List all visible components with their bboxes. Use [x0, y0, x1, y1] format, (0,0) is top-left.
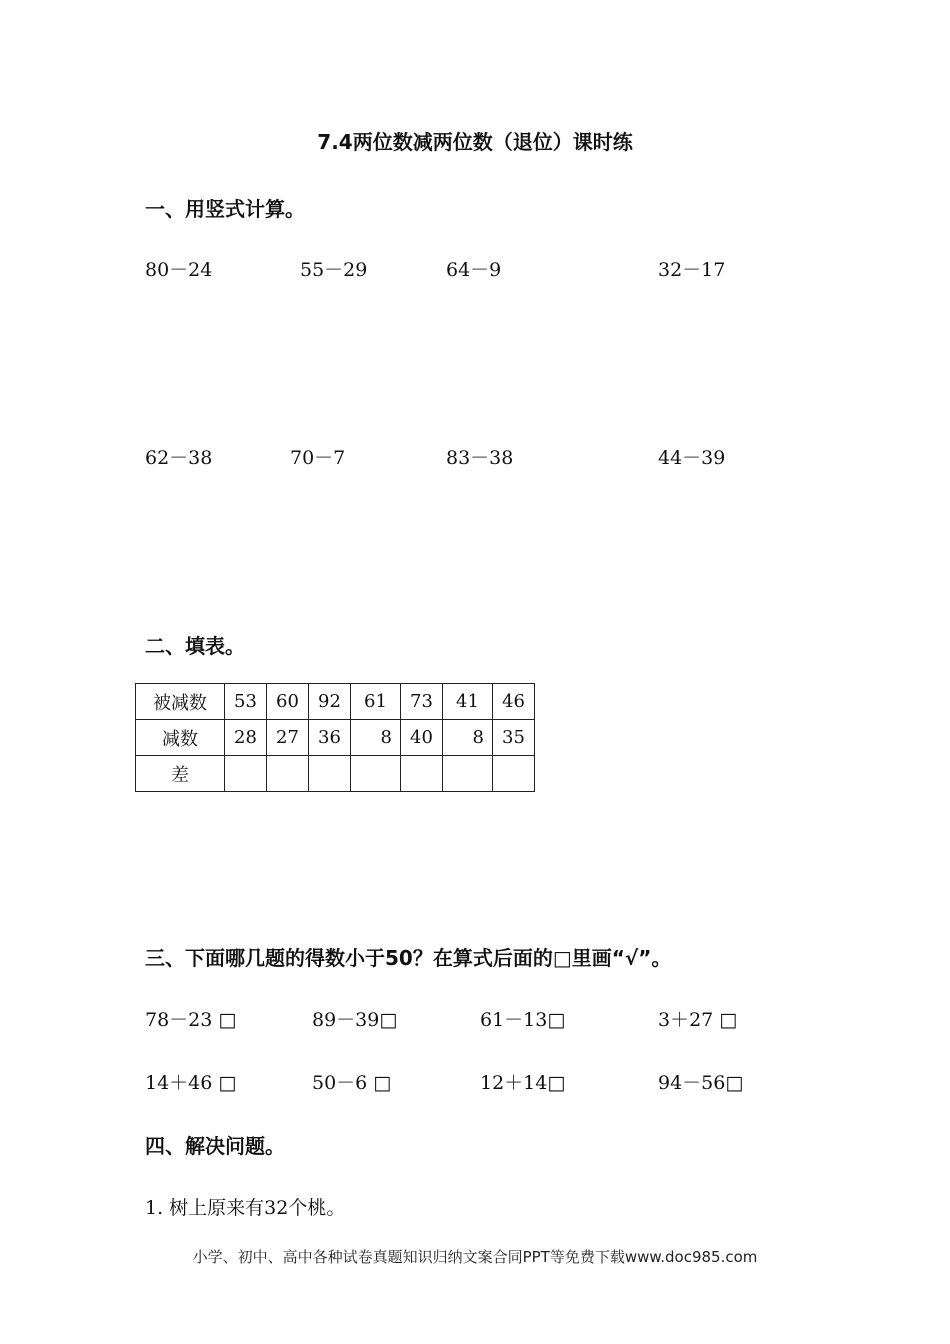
calc-item: 64－9: [446, 259, 502, 281]
calc-item: 32－17: [658, 259, 726, 281]
answer-cell[interactable]: [401, 756, 443, 792]
table-cell: 61: [351, 684, 401, 720]
table-row-subtrahend: [136, 720, 535, 756]
table-row-difference: [136, 756, 535, 792]
answer-cell[interactable]: [267, 756, 309, 792]
page-title: 7.4两位数减两位数（退位）课时练: [317, 130, 633, 154]
table-cell: 53: [225, 684, 267, 720]
answer-cell[interactable]: [351, 756, 401, 792]
section4-heading: 四、解决问题。: [145, 1134, 285, 1158]
row-label-minuend: 被减数: [136, 684, 225, 720]
calc-item: 62－38: [145, 447, 213, 469]
footer-text: 小学、初中、高中各种试卷真题知识归纳文案合同PPT等免费下载www.doc985.com: [192, 1248, 758, 1266]
table-cell: 36: [309, 720, 351, 756]
answer-cell[interactable]: [443, 756, 493, 792]
calc-item: 44－39: [658, 447, 726, 469]
table-cell: 35: [493, 720, 535, 756]
calc-item: 80－24: [145, 259, 213, 281]
section2-heading: 二、填表。: [145, 634, 245, 658]
table-cell: 8: [351, 720, 401, 756]
check-item[interactable]: 89－39□: [312, 1009, 398, 1031]
table-cell: 40: [401, 720, 443, 756]
answer-cell[interactable]: [493, 756, 535, 792]
table-cell: 41: [443, 684, 493, 720]
check-item[interactable]: 12＋14□: [480, 1072, 566, 1094]
answer-cell[interactable]: [309, 756, 351, 792]
table-cell: 92: [309, 684, 351, 720]
table-cell: 27: [267, 720, 309, 756]
row-label-difference: 差: [136, 756, 225, 792]
table-cell: 60: [267, 684, 309, 720]
table-cell: 8: [443, 720, 493, 756]
section3-heading: 三、下面哪几题的得数小于50？在算式后面的□里画“√”。: [145, 946, 672, 970]
row-label-subtrahend: 减数: [136, 720, 225, 756]
calc-item: 55－29: [300, 259, 368, 281]
fill-table: [135, 683, 535, 792]
answer-cell[interactable]: [225, 756, 267, 792]
check-item[interactable]: 50－6 □: [312, 1072, 392, 1094]
calc-item: 70－7: [290, 447, 346, 469]
check-item[interactable]: 61－13□: [480, 1009, 566, 1031]
check-item[interactable]: 78－23 □: [145, 1009, 237, 1031]
table-row-minuend: [136, 684, 535, 720]
section1-heading: 一、用竖式计算。: [145, 197, 305, 221]
table-cell: 28: [225, 720, 267, 756]
problem-1: 1. 树上原来有32个桃。: [145, 1197, 346, 1219]
check-item[interactable]: 94－56□: [658, 1072, 744, 1094]
table-cell: 73: [401, 684, 443, 720]
table-cell: 46: [493, 684, 535, 720]
check-item[interactable]: 14＋46 □: [145, 1072, 237, 1094]
calc-item: 83－38: [446, 447, 514, 469]
check-item[interactable]: 3＋27 □: [658, 1009, 738, 1031]
